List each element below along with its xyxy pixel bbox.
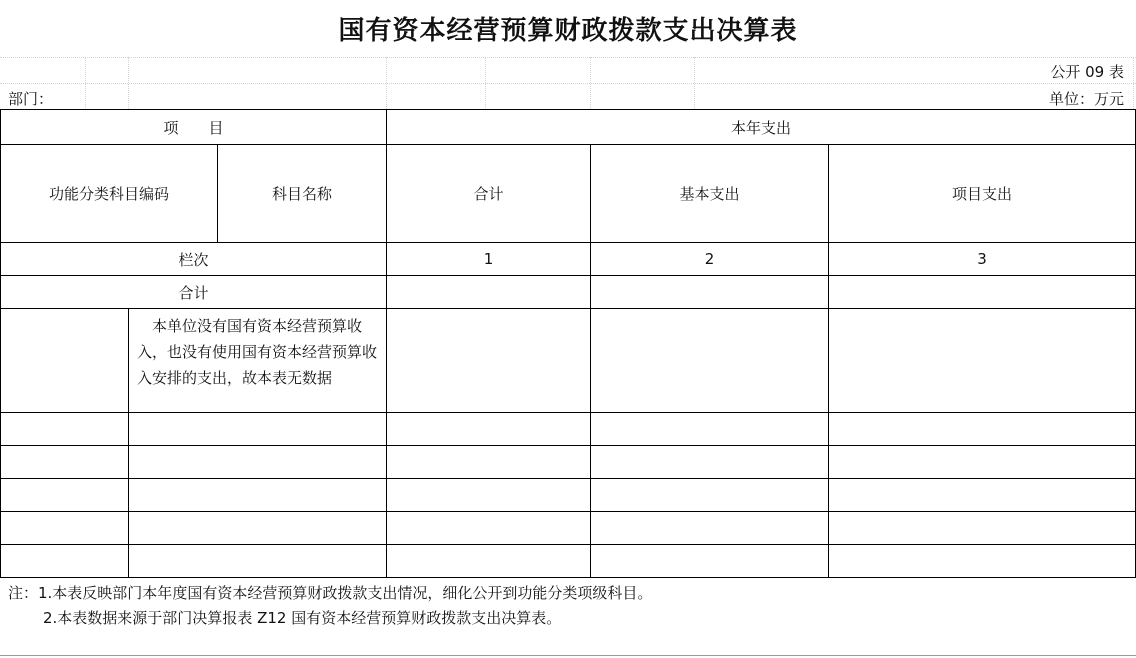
data-cell[interactable] bbox=[387, 446, 591, 479]
report-title: 国有资本经营预算财政拨款支出决算表 bbox=[338, 16, 798, 46]
data-cell[interactable] bbox=[387, 512, 591, 545]
gridline bbox=[485, 57, 486, 109]
data-cell[interactable] bbox=[1, 413, 129, 446]
data-cell[interactable] bbox=[829, 512, 1136, 545]
form-code: 公开 09 表 bbox=[1050, 63, 1124, 81]
data-cell[interactable] bbox=[591, 479, 829, 512]
data-cell[interactable] bbox=[129, 545, 387, 578]
table-row bbox=[1, 479, 1136, 512]
total-value-cell[interactable] bbox=[387, 276, 591, 309]
data-cell[interactable] bbox=[129, 446, 387, 479]
expense-table bbox=[0, 109, 1136, 578]
gridline bbox=[0, 83, 1136, 84]
data-cell[interactable] bbox=[387, 545, 591, 578]
total-label-cell: 合计 bbox=[1, 276, 387, 309]
gridline bbox=[590, 57, 591, 109]
data-cell[interactable] bbox=[829, 413, 1136, 446]
data-cell[interactable] bbox=[1, 512, 129, 545]
data-cell[interactable] bbox=[129, 512, 387, 545]
footnote-1: 注：1.本表反映部门本年度国有资本经营预算财政拨款支出情况，细化公开到功能分类项级科目。 bbox=[8, 584, 653, 602]
no-data-note-cell: 本单位没有国有资本经营预算收入，也没有使用国有资本经营预算收入安排的支出，故本表无数据 bbox=[129, 309, 387, 413]
table-row bbox=[1, 512, 1136, 545]
data-cell[interactable] bbox=[591, 309, 829, 413]
data-cell[interactable] bbox=[829, 479, 1136, 512]
data-cell[interactable] bbox=[591, 413, 829, 446]
data-cell[interactable] bbox=[129, 413, 387, 446]
data-cell[interactable] bbox=[1, 479, 129, 512]
total-basic-cell[interactable] bbox=[591, 276, 829, 309]
data-cell[interactable] bbox=[829, 446, 1136, 479]
unit-label: 单位：万元 bbox=[1048, 90, 1124, 108]
table-row bbox=[1, 545, 1136, 578]
department-label: 部门： bbox=[8, 90, 54, 108]
table-row bbox=[1, 309, 1136, 413]
col-basic-header: 基本支出 bbox=[591, 145, 829, 243]
index-1-cell: 1 bbox=[387, 243, 591, 276]
code-cell[interactable] bbox=[1, 309, 129, 413]
footnote-2: 2.本表数据来源于部门决算报表 Z12 国有资本经营预算财政拨款支出决算表。 bbox=[43, 609, 562, 627]
table-row bbox=[1, 413, 1136, 446]
gridline bbox=[386, 57, 387, 109]
header-year-expense-cell: 本年支出 bbox=[387, 110, 1136, 145]
total-row bbox=[1, 276, 1136, 309]
total-project-cell[interactable] bbox=[829, 276, 1136, 309]
table-row bbox=[1, 446, 1136, 479]
data-cell[interactable] bbox=[1, 446, 129, 479]
table-column-header-row bbox=[1, 145, 1136, 243]
gridline bbox=[1133, 57, 1134, 109]
data-cell[interactable] bbox=[387, 309, 591, 413]
data-cell[interactable] bbox=[387, 479, 591, 512]
data-cell[interactable] bbox=[829, 545, 1136, 578]
data-cell[interactable] bbox=[829, 309, 1136, 413]
col-project-header: 项目支出 bbox=[829, 145, 1136, 243]
data-cell[interactable] bbox=[129, 479, 387, 512]
gridline bbox=[0, 57, 1136, 58]
index-2-cell: 2 bbox=[591, 243, 829, 276]
data-cell[interactable] bbox=[591, 545, 829, 578]
header-item-cell: 项 目 bbox=[1, 110, 387, 145]
index-label-cell: 栏次 bbox=[1, 243, 387, 276]
page-bottom-border bbox=[0, 655, 1136, 656]
gridline bbox=[128, 57, 129, 109]
index-3-cell: 3 bbox=[829, 243, 1136, 276]
col-name-header: 科目名称 bbox=[218, 145, 387, 243]
data-cell[interactable] bbox=[591, 512, 829, 545]
data-cell[interactable] bbox=[591, 446, 829, 479]
index-row bbox=[1, 243, 1136, 276]
data-cell[interactable] bbox=[387, 413, 591, 446]
gridline bbox=[85, 57, 86, 109]
col-code-header: 功能分类科目编码 bbox=[1, 145, 218, 243]
gridline bbox=[694, 57, 695, 109]
data-cell[interactable] bbox=[1, 545, 129, 578]
col-total-header: 合计 bbox=[387, 145, 591, 243]
table-header-row bbox=[1, 110, 1136, 145]
